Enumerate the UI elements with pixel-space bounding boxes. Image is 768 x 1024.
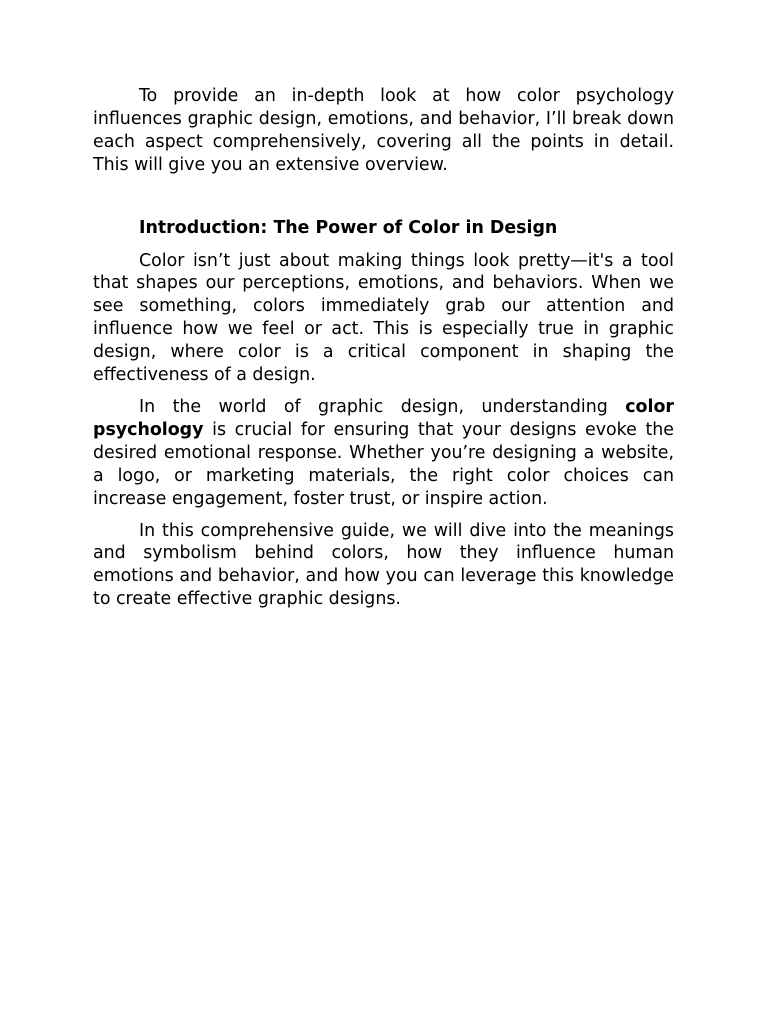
intro-paragraph: To provide an in-depth look at how color psychology influences graphic design, emotions, and behavior, I’ll break down each aspect comprehensively, covering all the points in detail. This will give you an extensive overview.	[93, 86, 674, 175]
paragraph-1: Color isn’t just about making things look pretty—it's a tool that shapes our perceptions, emotions, and behaviors. When we see something, colors immediately grab our attention and influence how we feel or act. This is especially true in graphic design, where color is a critical component in shaping the effectiveness of a design.	[93, 250, 674, 386]
paragraph-2-text-after: is crucial for ensuring that your designs evoke the desired emotional response. Whether you’re designing a website, a logo, or marketing materials, the right color choices can increase engagement, foster trust, or inspire action.	[93, 419, 674, 509]
paragraph-3: In this comprehensive guide, we will dive into the meanings and symbolism behind colors, how they influence human emotions and behavior, and how you can leverage this knowledge to create effective graphic designs.	[93, 520, 674, 610]
paragraph-2-bold-term: color psychology	[93, 396, 674, 440]
paragraph-2	[93, 396, 674, 511]
paragraph-2-text-before: In the world of graphic design, understanding	[139, 396, 626, 417]
document-body	[93, 85, 674, 620]
section-heading: Introduction: The Power of Color in Design	[139, 217, 558, 238]
